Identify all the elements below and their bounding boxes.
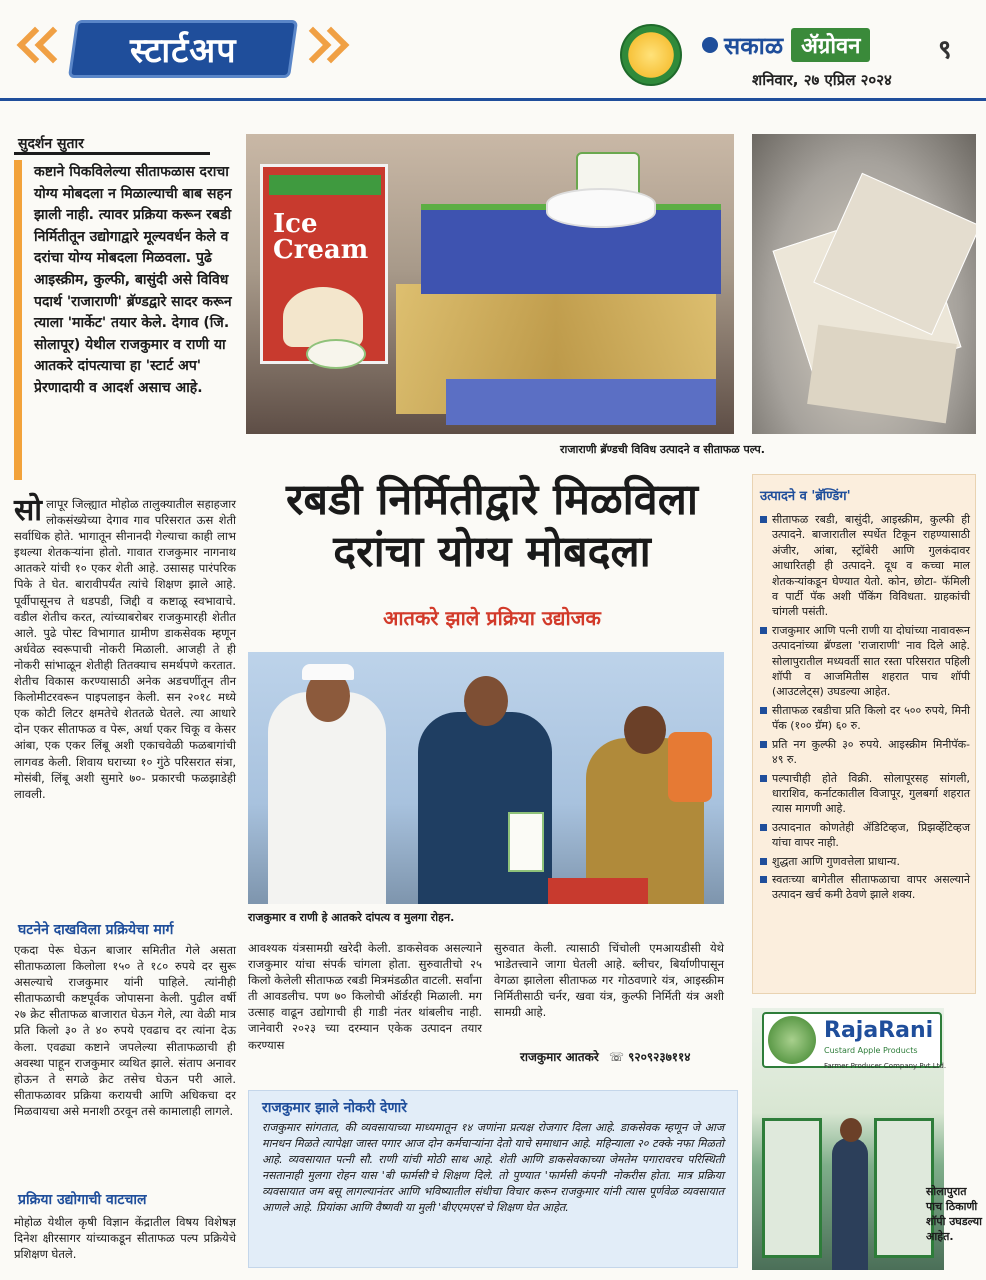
custard-apple-icon <box>768 1016 816 1064</box>
contact-phone: ९२०९२३७११४ <box>628 1050 691 1064</box>
section-heading: घटनेने दाखविला प्रक्रियेचा मार्ग <box>18 922 174 938</box>
intro-accent-bar <box>14 160 22 480</box>
list-item: पल्पाचीही होते विक्री. सोलापूरसह सांगली, धाराशिव, कर्नाटकातील विजापूर, गुलबर्गा शहरात त्यास मागणी आहे. <box>760 771 970 817</box>
list-item: प्रति नग कुल्फी ३० रुपये. आइस्क्रीम मिनीपॅक- ४९ रु. <box>760 737 970 768</box>
photo-caption: राजाराणी ब्रॅण्डची विविध उत्पादने व सीताफळ पल्प. <box>560 443 765 456</box>
shop-company-name: Farmer Producer Company Pvt Ltd. <box>824 1062 947 1070</box>
author-byline: सुदर्शन सुतार <box>18 136 84 152</box>
header-divider <box>0 98 986 101</box>
ice-cream-tub <box>546 188 656 228</box>
list-item: उत्पादनात कोणतेही ॲडिटिव्हज, प्रिझर्व्हेटिव्हज यांचा वापर नाही. <box>760 820 970 851</box>
lead-body: लापूर जिल्ह्यात मोहोळ तालुक्यातील सहाहजार लोकसंख्येच्या देगाव गाव परिसरात ऊस शेती सर्वाधिक होते. भागातून सीनानदी गेल्याचा काही लाभ इथल्या शेतकऱ्यांना होतो. गावात राजकुमार नागनाथ आतकरे यांची १० एकर शेती आहे. उसासह पारंपरिक पिके ते घेत. बारावीपर्यंत त्यांचे शिक्षण झाले आहे. पूर्वीपासूनच ते धडपडी, जिद्दी व कष्टाळू स्वभावाचे. वडील शेतीच करत, त्यांच्याबरोबर राजकुमारही शेतीत आले. पुढे पोस्ट विभागात ग्रामीण डाकसेवक म्हणून अर्धवेळ स्वरूपाची नोकरी मिळाली. आजही ते ही नोकरी सांभाळून शेतीही तितक्याच समर्थपणे करतात. शेतीच विकास करण्यासाठी अनेक अडचणींतून तीन किलोमीटरवरून पाइपलाइन केली. सन २०१८ मध्ये एक कोटी लिटर क्षमतेचे शेततळे घेतले. त्या आधारे दोन एकर सीताफळ व पेरू, अर्धा एकर चिकू व केसर आंबा, एक एकर लिंबू अशी एकाचवेळी फळबागांची लागवड केली. शिवाय घराच्या १० गुंठे परिसरात संत्रा, मोसंबी, लिंबू अशी सुमारे ७०- प्रकारची फळझाडेही लावली. <box>14 497 236 801</box>
ice-cream-label: Ice Cream <box>273 209 369 265</box>
family-photo <box>248 652 724 904</box>
drop-cap: सो <box>14 493 43 528</box>
article-intro: कष्टाने पिकविलेल्या सीताफळास दराचा योग्य मोबदला न मिळाल्याची बाब सहन झाली नाही. त्यावर प्रक्रिया करून रबडी निर्मितीतून उद्योगाद्वारे मूल्यवर्धन केले व दरांचा योग्य मोबदला मिळवला. पुढे आइस्क्रीम, कुल्फी, बासुंदी असे विविध पदार्थ 'राजाराणी' ब्रॅण्डद्वारे सादर करून त्याला 'मार्केट' तयार केले. देगाव (जि. सोलापूर) येथील राजकुमार व राणी या आतकरे दांपत्याचा हा 'स्टार्ट अप' प्रेरणादायी व आदर्श असाच आहे. <box>34 164 232 396</box>
section-heading: प्रक्रिया उद्योगाची वाटचाल <box>18 1192 147 1208</box>
contact-name: राजकुमार आतकरे <box>520 1050 599 1064</box>
photo-caption: सोलापुरात पाच ठिकाणी शॉपी उघडल्या आहेत. <box>926 1185 982 1243</box>
brand-masthead <box>702 28 870 62</box>
person-at-shop <box>832 1138 868 1270</box>
body-paragraph: आवश्यक यंत्रसामग्री खरेदी केली. डाकसेवक असल्याने राजकुमार यांचा संपर्क चांगला होता. सुरुवातीचो २५ किलो केलेली सीताफळ रबडी मित्रमंडळीत वाटली. सर्वांना ती आवडलीच. पण ७० किलोची ऑर्डरही मिळाली. मग उत्साह वाढून उद्योगाची ही गाडी नंतर थांबलीच नाही. जानेवारी २०२३ च्या दरम्यान एकेक उत्पादन तयार करण्यास <box>248 941 482 1052</box>
bar-boxes <box>446 379 716 425</box>
section-badge <box>68 20 298 78</box>
section-label: स्टार्टअप <box>129 31 237 71</box>
body-paragraph: सुरुवात केली. त्यासाठी चिंचोली एमआयडीसी येथे भाडेतत्त्वाने जागा घेतली आहे. ब्लीचर, बिर्याणीपासून वेगळा झालेला सीताफळ गर गोठवणारे यंत्र, आइस्क्रीम निर्मितीसाठी चर्नर, खवा यंत्र, कुल्फी निर्मिती यंत्र अशी सामग्री आहे. <box>494 941 724 1020</box>
ice-cream-box <box>260 164 388 364</box>
brand-name: सकाळ <box>724 31 784 60</box>
section-paragraph: मोहोळ येथील कृषी विज्ञान केंद्रातील विषय विशेषज्ञ दिनेश क्षीरसागर यांच्याकडून सीताफळ पल्प प्रक्रियेचे प्रशिक्षण घेतले. <box>14 1215 236 1262</box>
page-number: ९ <box>938 35 952 65</box>
list-item: शुद्धता आणि गुणवत्तेला प्राधान्य. <box>760 854 970 869</box>
water-cooler <box>668 732 712 802</box>
shop-window <box>762 1118 822 1258</box>
products-photo <box>246 134 734 434</box>
shop-brand-name: RajaRani <box>824 1018 934 1043</box>
person-rajkumar <box>268 692 386 904</box>
phone-icon: ☏ <box>608 1050 624 1064</box>
page-header <box>0 0 986 100</box>
shop-brand-sub: Custard Apple Products <box>824 1046 918 1055</box>
brand-logo-icon <box>702 37 718 53</box>
list-item: सीताफळ रबडी, बासुंदी, आइस्क्रीम, कुल्फी ही उत्पादने. बाजारातील स्पर्धेत टिकून राहण्यासाठी अंजीर, आंबा, स्ट्रॉबेरी आणि गुलकंदावर आधारितही ही उत्पादने. दूध व कच्चा माल शेतकऱ्यांकडून घेण्यात येतो. कोन, छोटा- फॅमिली व पार्टी पॅक अशी पॅकिंग विविधता. ग्राहकांची चांगली पसंती. <box>760 512 970 620</box>
rabdi-cup <box>306 339 366 369</box>
photo-caption: राजकुमार व राणी हे आतकरे दांपत्य व मुलगा रोहन. <box>248 911 455 924</box>
brand-sub: ॲग्रोवन <box>791 28 870 62</box>
employer-box-text: राजकुमार सांगतात, की व्यवसायाच्या माध्यमातून १४ जणांना प्रत्यक्ष रोजगार दिला आहे. डाकसेवक म्हणून जे आज मानधन मिळते त्यापेक्षा जास्त पगार आज दोन कर्मचाऱ्यांना देतो याचे समाधान आहे. महिन्याला २० टक्के नफा मिळतो आहे. व्यवसायात पत्नी सौ. राणी यांची मोठी साथ आहे. शेती आणि डाकसेवकाच्या जेमतेम पगारावरच परिस्थिती नसतानाही मुलगा रोहन यास 'बी फार्मसी'चे शिक्षण दिले. तो पुण्यात 'फार्मसी कंपनी' नोकरीस होता. मात्र प्रक्रिया व्यवसायात जम बसू लागल्यानंतर आणि भविष्यातील संधीचा विचार करून राजकुमार यांनी त्यास पूर्णवेळ व्यवसायात आणले आहे. प्रियांका आणि वैष्णवी या मुली 'बीएएमएस'चे शिक्षण घेत आहेत. <box>262 1121 724 1214</box>
products-box-title: उत्पादने व 'ब्रॅण्डिंग' <box>760 489 851 504</box>
subheadline: आतकरे झाले प्रक्रिया उद्योजक <box>383 606 601 630</box>
lead-paragraph <box>14 493 236 802</box>
list-item: स्वतःच्या बागेतील सीताफळाचा वापर असल्याने उत्पादन खर्च कमी ठेवणे झाले शक्य. <box>760 872 970 903</box>
list-item: सीताफळ रबडीचा प्रति किलो दर ५०० रुपये, मिनी पॅक (१०० ग्रॅम) ६० रु. <box>760 703 970 734</box>
section-paragraph: एकदा पेरू घेऊन बाजार समितीत गेले असता सीताफळाला किलोला १५० ते १८० रुपये दर सुरू असल्याचे राजकुमार यांनी पाहिले. त्यांनीही सीताफळाची कष्टपूर्वक जोपासना केली. पुढील वर्षी २७ क्रेट सीताफळ बाजारात घेऊन गेले, त्या वेळी मात्र प्रति किलो ३० ते ४० रुपये एवढाच दर त्यांना देऊ केला. एवढ्या कष्टाने जपलेल्या सीताफळाची ही अवस्था पाहून राजकुमार व्यथित झाले. संताप अनावर होऊन ते सगळे क्रेट तसेच घेऊन परी आले. सीताफळावर प्रक्रिया करायची आणि अधिकचा दर मिळवायचा असे मनाशी ठरवून तसे कामालाही लागले. <box>14 943 236 1118</box>
agrowon-emblem-logo <box>620 24 682 86</box>
issue-date: शनिवार, २७ एप्रिल २०२४ <box>752 71 892 89</box>
contact-line <box>520 1048 691 1065</box>
products-list <box>760 512 970 906</box>
person-rohan <box>418 712 552 904</box>
headline: रबडी निर्मितीद्वारे मिळविला दरांचा योग्य मोबदला <box>285 475 699 577</box>
shop-window <box>874 1118 934 1258</box>
ice-cream-box <box>548 878 648 904</box>
list-item: राजकुमार आणि पत्नी राणी या दोघांच्या नावावरून उत्पादनांच्या ब्रॅण्डला 'राजाराणी' नाव दिले आहे. सोलापुरातील मध्यवर्ती सात रस्ता परिसरात पहिली शॉपी व आजमितीस शहरात पाच शॉपी (आउटलेट्स) उघडल्या आहेत. <box>760 623 970 700</box>
byline-divider <box>14 152 210 155</box>
rabdi-tub-stack <box>508 812 544 872</box>
pulp-photo <box>752 134 976 434</box>
employer-box-title: राजकुमार झाले नोकरी देणारे <box>262 1100 407 1116</box>
